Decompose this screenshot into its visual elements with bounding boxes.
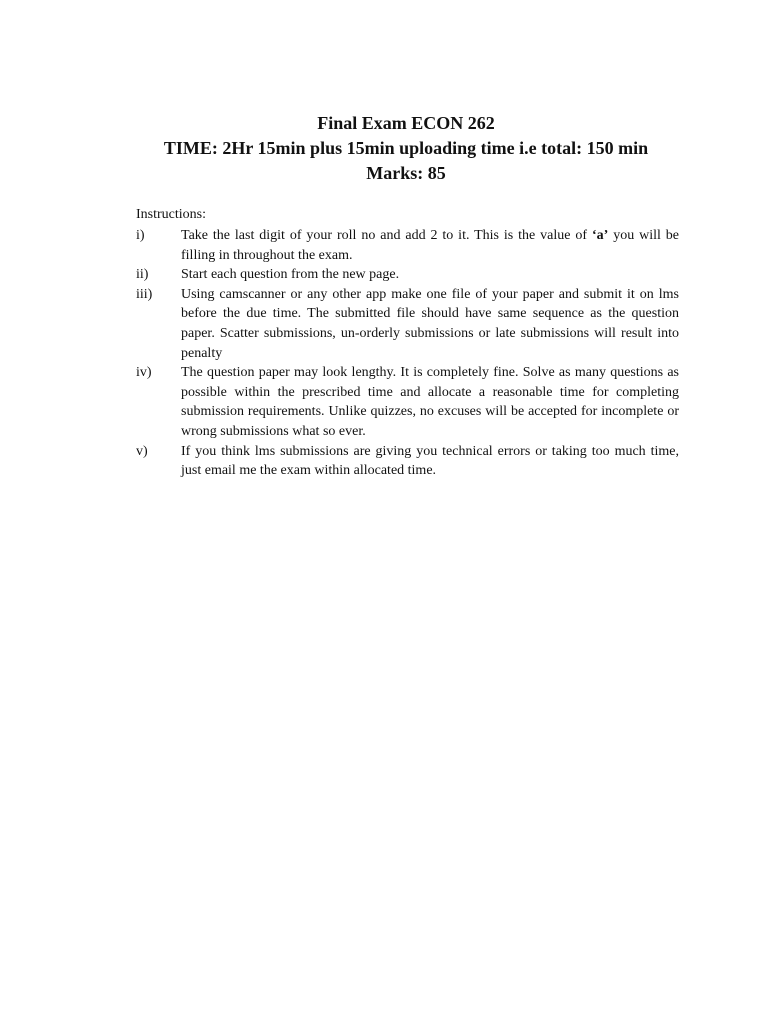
instruction-item [136, 442, 679, 481]
exam-header [0, 111, 768, 186]
instruction-number: i) [136, 228, 145, 243]
instruction-item [136, 285, 679, 363]
instruction-number: v) [136, 443, 148, 459]
instruction-number: iv) [136, 365, 152, 381]
instruction-text: Start each question from the new page. [181, 267, 400, 283]
variable-a: ‘a’ [591, 228, 609, 243]
exam-title: Final Exam ECON 262 [317, 113, 495, 133]
instruction-text: The question paper may look lengthy. It is completely fine. Solve as many questions as possible within the prescribed time and allocate a reasonable time for completing submission requirements. Unlike quizzes, no excuses will be accepted for incomplete or wrong submissions what so ever. [181, 365, 679, 439]
exam-marks: Marks: 85 [366, 163, 446, 183]
exam-time: TIME: 2Hr 15min plus 15min uploading time i.e total: 150 min [163, 138, 649, 158]
instruction-item [136, 265, 679, 285]
instruction-text-part: Take the last digit of your roll no and add 2 to it. This is the value of [181, 228, 592, 243]
instruction-text: Using camscanner or any other app make one file of your paper and submit it on lms before the due time. The submitted file should have same sequence as the question paper. Scatter submissions, un-orderly submissions or late submissions will result into penalty [181, 286, 679, 361]
instruction-item [136, 226, 679, 265]
instructions-label: Instructions: [136, 207, 206, 222]
instruction-number: ii) [136, 267, 149, 283]
instruction-text [181, 226, 679, 265]
instruction-text-part: you will be filling in throughout the exam. [181, 228, 679, 263]
instruction-text: If you think lms submissions are giving you technical errors or taking too much time, just email me the exam within allocated time. [181, 443, 679, 479]
instruction-item [136, 363, 679, 441]
instruction-number: iii) [136, 286, 153, 302]
instructions-list [136, 226, 679, 481]
